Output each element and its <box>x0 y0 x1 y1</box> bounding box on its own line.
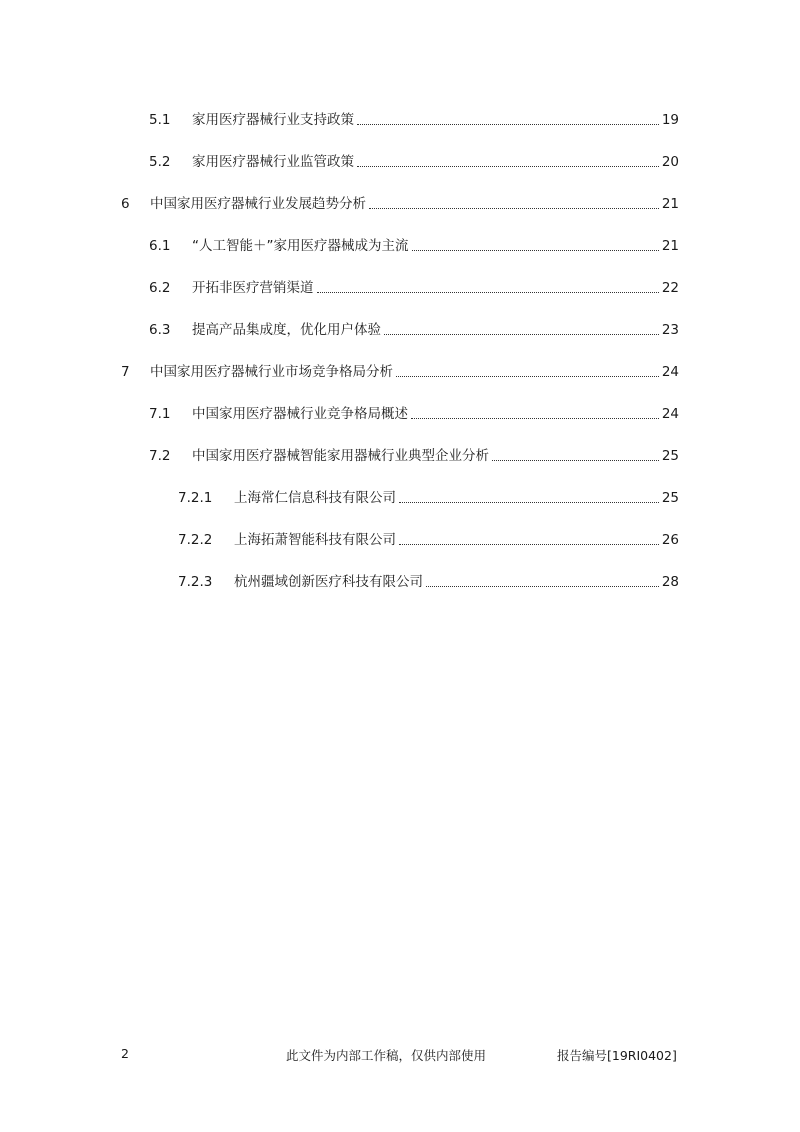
toc-leader-dots <box>357 165 659 167</box>
toc-entry-page: 23 <box>661 322 679 338</box>
toc-entry-number: 6.3 <box>149 322 171 338</box>
toc-entry-number: 7.1 <box>149 406 171 422</box>
toc-leader-dots <box>357 123 659 125</box>
toc-entry-title: 中国家用医疗器械行业发展趋势分析 <box>150 196 366 212</box>
toc-entry[interactable] <box>149 275 679 297</box>
toc-entry[interactable] <box>149 107 679 129</box>
toc-leader-dots <box>384 333 659 335</box>
toc-entry-title: 中国家用医疗器械智能家用器械行业典型企业分析 <box>192 448 489 464</box>
toc-entry-title: 家用医疗器械行业监管政策 <box>192 154 354 170</box>
toc-entry[interactable] <box>149 149 679 171</box>
toc-entry-page: 19 <box>661 112 679 128</box>
toc-entry[interactable] <box>149 317 679 339</box>
toc-leader-dots <box>369 207 659 209</box>
toc-entry-number: 6.2 <box>149 280 171 296</box>
toc-entry-number: 7.2.3 <box>178 574 213 590</box>
footer-notice: 此文件为内部工作稿，仅供内部使用 <box>286 1048 487 1063</box>
toc-entry-title: 中国家用医疗器械行业竞争格局概述 <box>192 406 408 422</box>
toc-leader-dots <box>411 417 659 419</box>
toc-entry-title: 家用医疗器械行业支持政策 <box>192 112 354 128</box>
toc-entry-title: 上海拓萧智能科技有限公司 <box>234 532 396 548</box>
toc-leader-dots <box>399 501 659 503</box>
toc-entry-page: 26 <box>661 532 679 548</box>
toc-entry-number: 7.2.2 <box>178 532 213 548</box>
toc-entry-number: 6.1 <box>149 238 171 254</box>
footer-report-id: 报告编号[19RI0402] <box>557 1048 677 1063</box>
toc-entry-page: 25 <box>661 490 679 506</box>
toc-entry-page: 24 <box>661 406 679 422</box>
page-footer <box>0 1046 800 1066</box>
toc-leader-dots <box>412 249 659 251</box>
toc-entry[interactable] <box>121 191 679 213</box>
toc-entry-page: 20 <box>661 154 679 170</box>
toc-entry-title: 提高产品集成度，优化用户体验 <box>192 322 381 338</box>
toc-entry[interactable] <box>178 569 679 591</box>
toc-leader-dots <box>426 585 659 587</box>
toc-leader-dots <box>399 543 659 545</box>
toc-entry-page: 22 <box>661 280 679 296</box>
toc-entry-title: 杭州疆域创新医疗科技有限公司 <box>234 574 423 590</box>
toc-leader-dots <box>396 375 659 377</box>
toc-entry-page: 21 <box>661 238 679 254</box>
toc-entry[interactable] <box>149 233 679 255</box>
toc-entry-page: 21 <box>661 196 679 212</box>
toc-entry-title: 上海常仁信息科技有限公司 <box>234 490 396 506</box>
toc-entry-page: 28 <box>661 574 679 590</box>
toc-entry[interactable] <box>149 401 679 423</box>
toc-entry-title: 中国家用医疗器械行业市场竞争格局分析 <box>150 364 393 380</box>
toc-entry[interactable] <box>178 527 679 549</box>
toc-entry[interactable] <box>149 443 679 465</box>
toc-entry-title: 开拓非医疗营销渠道 <box>192 280 314 296</box>
toc-entry[interactable] <box>178 485 679 507</box>
toc-entry-number: 6 <box>121 196 130 212</box>
toc-entry-number: 7.2.1 <box>178 490 213 506</box>
toc-entry-number: 7 <box>121 364 130 380</box>
footer-page-number: 2 <box>121 1046 129 1061</box>
toc-entry[interactable] <box>121 359 679 381</box>
toc-entry-page: 25 <box>661 448 679 464</box>
toc-entry-number: 5.2 <box>149 154 171 170</box>
toc-entry-title: “人工智能＋”家用医疗器械成为主流 <box>192 238 409 254</box>
toc-entry-number: 5.1 <box>149 112 171 128</box>
toc-leader-dots <box>492 459 659 461</box>
toc-entry-number: 7.2 <box>149 448 171 464</box>
toc-entry-page: 24 <box>661 364 679 380</box>
toc-leader-dots <box>317 291 659 293</box>
